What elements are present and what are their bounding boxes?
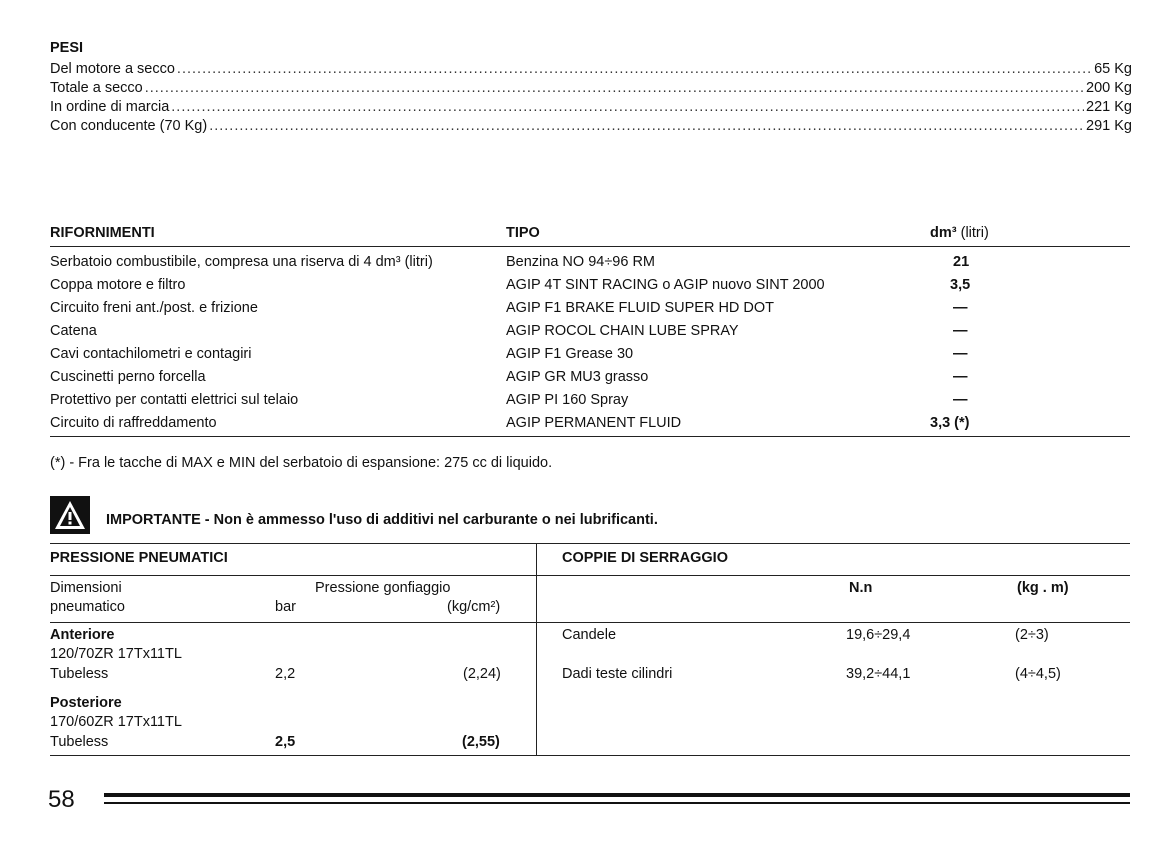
rif-item: Cuscinetti perno forcella — [50, 369, 206, 385]
rif-tipo: AGIP F1 BRAKE FLUID SUPER HD DOT — [506, 300, 775, 316]
pesi-row — [50, 80, 1132, 99]
rif-qty: 21 — [953, 254, 970, 270]
rif-item: Circuito di raffreddamento — [50, 415, 217, 431]
rif-qty: — — [953, 300, 968, 316]
pesi-value: 200 Kg — [1086, 80, 1132, 96]
table-bottom-divider — [50, 436, 1130, 437]
rif-item: Coppa motore e filtro — [50, 277, 186, 293]
posteriore-kg: (2,55) — [462, 734, 500, 750]
leader-dots — [177, 61, 1092, 77]
pesi-row — [50, 61, 1132, 80]
pesi-label: Del motore a secco — [50, 61, 175, 77]
leader-dots — [171, 99, 1084, 115]
coppie-nm: 39,2÷44,1 — [846, 666, 911, 682]
coppie-kgm: (4÷4,5) — [1015, 666, 1061, 682]
coppie-title: COPPIE DI SERRAGGIO — [562, 550, 728, 566]
rif-tipo: AGIP PI 160 Spray — [506, 392, 629, 408]
pressione-title: PRESSIONE PNEUMATICI — [50, 550, 228, 566]
posteriore-title: Posteriore — [50, 695, 122, 711]
anteriore-size: 120/70ZR 17Tx11TL — [50, 646, 182, 662]
pesi-row — [50, 99, 1132, 118]
dm3-unit: dm³ — [930, 225, 957, 241]
importante-lead: IMPORTANTE — [106, 512, 201, 528]
subheader-divider — [50, 622, 1130, 623]
dim-header-1: Dimensioni — [50, 580, 122, 596]
table-top-divider — [50, 543, 1130, 544]
posteriore-type: Tubeless — [50, 734, 109, 750]
importante-note — [106, 512, 658, 528]
rif-item: Serbatoio combustibile, compresa una riserva di 4 dm³ (litri) — [50, 254, 433, 270]
pesi-label: Totale a secco — [50, 80, 143, 96]
coppie-item: Dadi teste cilindri — [562, 666, 673, 682]
footer-rule-bottom — [104, 802, 1130, 804]
rif-item: Cavi contachilometri e contagiri — [50, 346, 252, 362]
tipo-header: TIPO — [506, 225, 540, 241]
anteriore-bar: 2,2 — [275, 666, 296, 682]
rif-item: Circuito freni ant./post. e frizione — [50, 300, 258, 316]
kg-header: (kg/cm²) — [447, 599, 501, 615]
anteriore-kg: (2,24) — [463, 666, 501, 682]
leader-dots — [145, 80, 1084, 96]
dm3-header — [930, 225, 989, 241]
pesi-row — [50, 118, 1132, 137]
litri-unit: (litri) — [960, 225, 989, 241]
pesi-value: 291 Kg — [1086, 118, 1132, 134]
rif-qty: — — [953, 369, 968, 385]
dim-header-2: pneumatico — [50, 599, 125, 615]
rif-qty: — — [953, 323, 968, 339]
pesi-value: 221 Kg — [1086, 99, 1132, 115]
pesi-title: PESI — [50, 40, 84, 56]
anteriore-type: Tubeless — [50, 666, 109, 682]
pesi-label: In ordine di marcia — [50, 99, 170, 115]
footnote: (*) - Fra le tacche di MAX e MIN del serbatoio di espansione: 275 cc di liquido. — [50, 455, 553, 471]
pressione-header: Pressione gonfiaggio — [315, 580, 451, 596]
table-bottom-line — [50, 755, 1130, 756]
rif-tipo: AGIP ROCOL CHAIN LUBE SPRAY — [506, 323, 739, 339]
coppie-item: Candele — [562, 627, 617, 643]
kgm-header: (kg . m) — [1017, 580, 1069, 596]
nm-header: N.n — [849, 580, 873, 596]
rif-qty: 3,5 — [950, 277, 971, 293]
header-divider — [50, 575, 1130, 576]
rif-item: Catena — [50, 323, 97, 339]
rif-qty: — — [953, 392, 968, 408]
bar-header: bar — [275, 599, 296, 615]
rif-qty: 3,3 (*) — [930, 415, 970, 431]
rif-tipo: AGIP F1 Grease 30 — [506, 346, 634, 362]
importante-text: - Non è ammesso l'uso di additivi nel carburante o nei lubrificanti. — [200, 512, 658, 528]
pesi-label: Con conducente (70 Kg) — [50, 118, 208, 134]
anteriore-title: Anteriore — [50, 627, 115, 643]
coppie-nm: 19,6÷29,4 — [846, 627, 911, 643]
page-number: 58 — [48, 786, 75, 813]
posteriore-size: 170/60ZR 17Tx11TL — [50, 714, 182, 730]
rif-tipo: AGIP 4T SINT RACING o AGIP nuovo SINT 2000 — [506, 277, 825, 293]
table-divider — [50, 246, 1130, 247]
rif-tipo: Benzina NO 94÷96 RM — [506, 254, 656, 270]
rif-qty: — — [953, 346, 968, 362]
rif-tipo: AGIP GR MU3 grasso — [506, 369, 649, 385]
footer-rule-top — [104, 793, 1130, 797]
leader-dots — [209, 118, 1084, 134]
rif-item: Protettivo per contatti elettrici sul telaio — [50, 392, 299, 408]
rif-tipo: AGIP PERMANENT FLUID — [506, 415, 682, 431]
pesi-value: 65 Kg — [1094, 61, 1132, 77]
warning-icon — [50, 496, 90, 534]
posteriore-bar: 2,5 — [275, 734, 296, 750]
rifornimenti-header: RIFORNIMENTI — [50, 225, 155, 241]
coppie-kgm: (2÷3) — [1015, 627, 1049, 643]
